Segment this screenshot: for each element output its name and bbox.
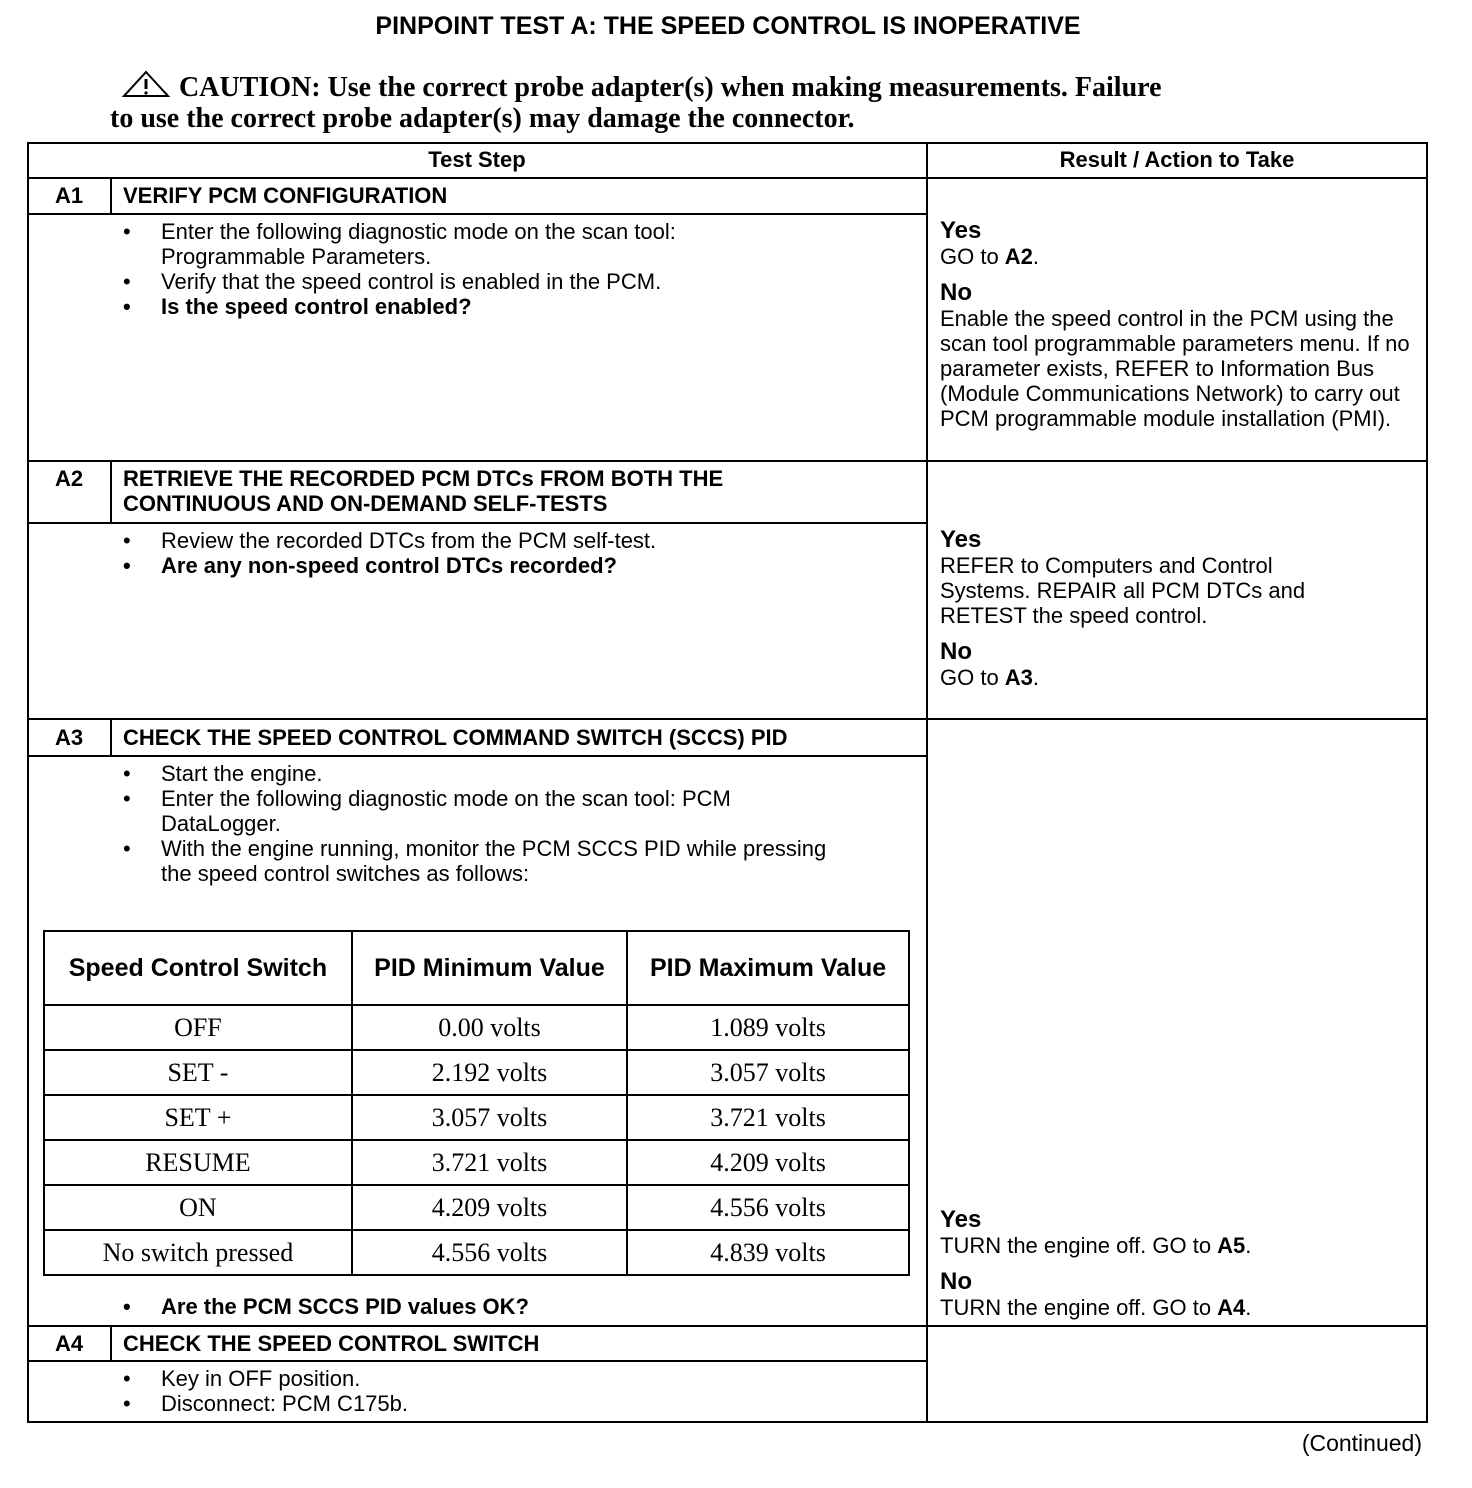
header-test-step: Test Step xyxy=(428,147,526,172)
yes-label: Yes xyxy=(940,217,982,244)
instruction: Verify that the speed control is enabled in the PCM. xyxy=(161,269,662,294)
table-row: OFF 0.00 volts 1.089 volts xyxy=(44,1005,909,1050)
warning-triangle-icon xyxy=(120,70,172,98)
step-id: A1 xyxy=(54,183,84,208)
page-title: PINPOINT TEST A: THE SPEED CONTROL IS INOPERATIVE xyxy=(375,12,1081,40)
step-result: Yes REFER to Computers and Control Systems. REPAIR all PCM DTCs and RETEST the speed control. No GO to A3. xyxy=(940,526,1306,690)
step-title: RETRIEVE THE RECORDED PCM DTCs FROM BOTH THE CONTINUOUS AND ON-DEMAND SELF-TESTS xyxy=(123,466,724,516)
table-row: SET - 2.192 volts 3.057 volts xyxy=(44,1050,909,1095)
caution-label: CAUTION: xyxy=(179,72,321,103)
instruction: Review the recorded DTCs from the PCM self-test. xyxy=(161,528,657,553)
step-title: VERIFY PCM CONFIGURATION xyxy=(123,183,448,208)
step-instructions: • Key in OFF position. • Disconnect: PCM C175b. xyxy=(123,1366,408,1416)
no-label: No xyxy=(940,279,972,306)
caution-text-1: Use the correct probe adapter(s) when making measurements. Failure xyxy=(327,72,1162,103)
table-row: RESUME 3.721 volts 4.209 volts xyxy=(44,1140,909,1185)
step-result: Yes GO to A2. No Enable the speed control in the PCM using the scan tool programmable parameters menu. If no parameter exists, REFER to Information Bus (Module Communications Network) to carry out PCM programmable module installation (PMI). xyxy=(940,217,1430,431)
pid-values-table: Speed Control Switch PID Minimum Value PID Maximum Value OFF 0.00 volts 1.089 volts SET - 2.192 volts 3.057 volts SET + 3.057 volts 3.721 volts RESUME 3.721 volts 4.209 volts ON 4.209 volts 4.556 volts No switch pressed 4.556 volts 4.839 volts xyxy=(43,930,910,1276)
table-row: SET + 3.057 volts 3.721 volts xyxy=(44,1095,909,1140)
step-instructions: • Enter the following diagnostic mode on the scan tool: Programmable Parameters. • Verify that the speed control is enabled in the PCM. • Is the speed control enabled? xyxy=(123,219,676,319)
table-row: ON 4.209 volts 4.556 volts xyxy=(44,1185,909,1230)
step-id: A3 xyxy=(54,725,84,750)
step-result: Yes TURN the engine off. GO to A5. No TURN the engine off. GO to A4. xyxy=(940,1206,1252,1320)
step-title: CHECK THE SPEED CONTROL SWITCH xyxy=(123,1331,540,1356)
no-action: Enable the speed control in the PCM using the scan tool programmable parameters menu. If no parameter exists, REFER to Information Bus (Module Communications Network) to carry out PCM programmable module installation (PMI). xyxy=(940,306,1410,431)
step-question: Is the speed control enabled? xyxy=(161,294,472,319)
step-id: A4 xyxy=(54,1331,84,1356)
instruction: Enter the following diagnostic mode on the scan tool: Programmable Parameters. xyxy=(161,219,676,269)
caution-note xyxy=(110,70,1162,134)
step-id: A2 xyxy=(54,466,84,491)
step-instructions: • Start the engine. • Enter the following diagnostic mode on the scan tool: PCM DataLogger. • With the engine running, monitor the PCM SCCS PID while pressing the speed control switches as follows: xyxy=(123,761,827,886)
step-question: • Are the PCM SCCS PID values OK? xyxy=(123,1294,529,1319)
table-row: No switch pressed 4.556 volts 4.839 volts xyxy=(44,1230,909,1275)
step-instructions: • Review the recorded DTCs from the PCM self-test. • Are any non-speed control DTCs recorded? xyxy=(123,528,657,578)
step-question: Are any non-speed control DTCs recorded? xyxy=(161,553,617,578)
caution-text-2: to use the correct probe adapter(s) may damage the connector. xyxy=(110,103,855,134)
continued-label: (Continued) xyxy=(1301,1430,1422,1456)
header-result: Result / Action to Take xyxy=(1059,147,1295,172)
step-title: CHECK THE SPEED CONTROL COMMAND SWITCH (SCCS) PID xyxy=(123,725,788,750)
